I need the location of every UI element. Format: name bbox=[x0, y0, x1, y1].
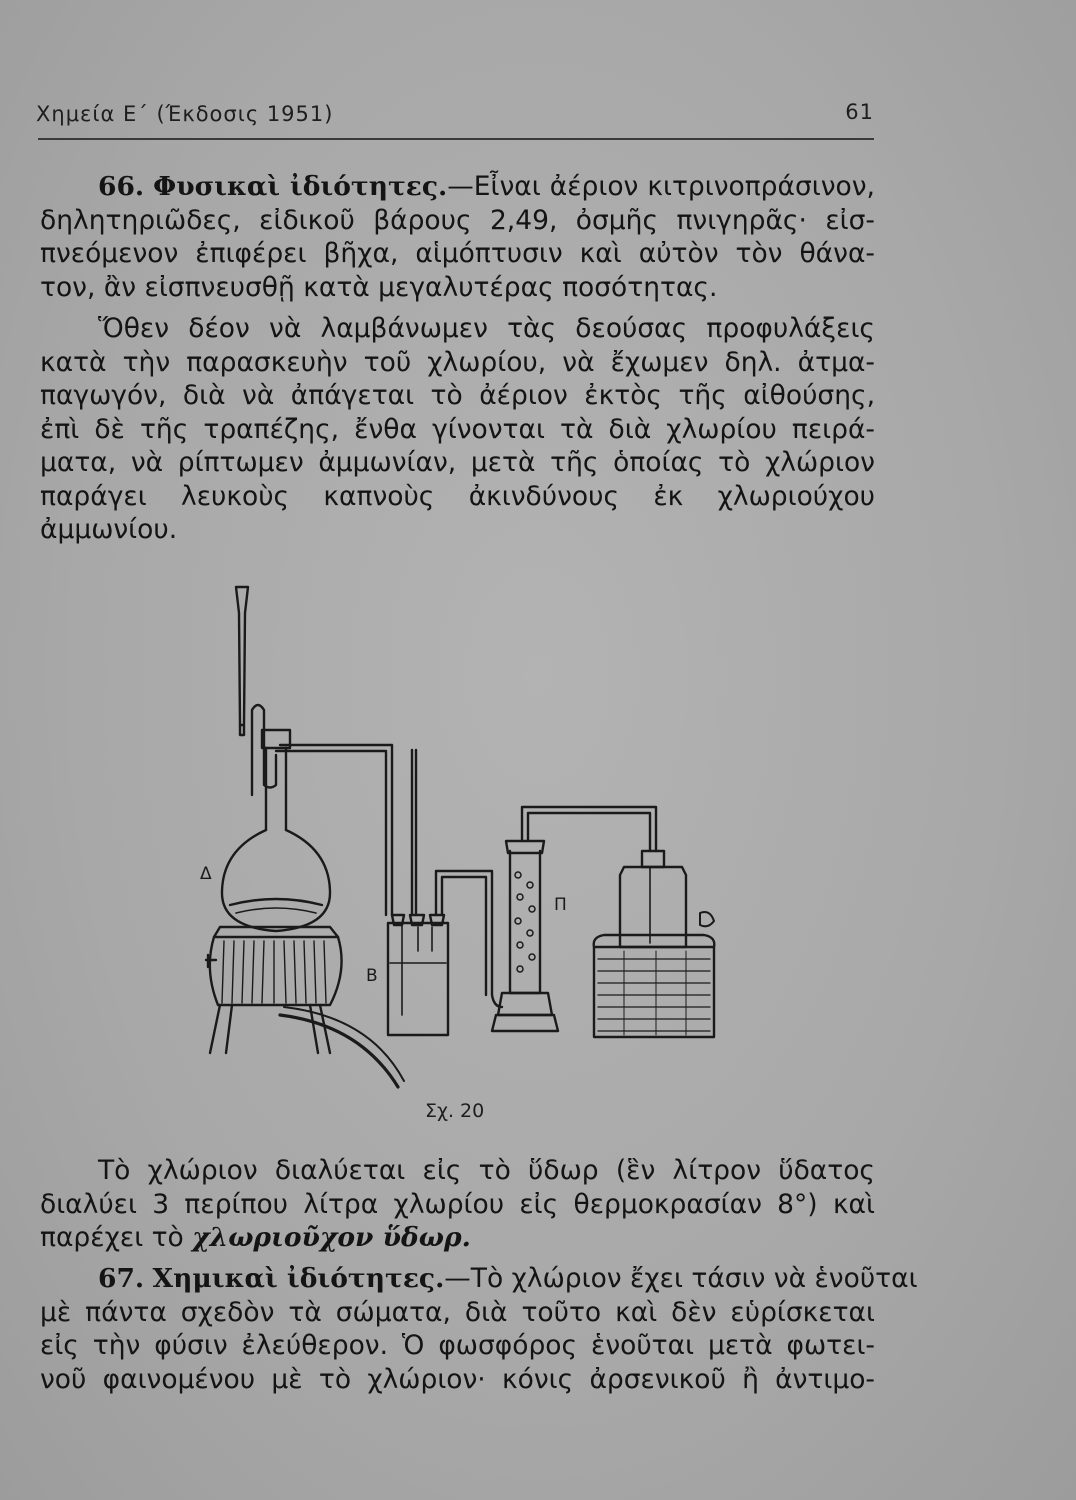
block-grain bbox=[598, 951, 710, 1035]
delivery-tube-1-inner bbox=[280, 745, 392, 915]
heater-leg-left bbox=[210, 1005, 232, 1053]
paragraph-solubility bbox=[40, 1154, 875, 1255]
gas-hose bbox=[280, 1015, 398, 1087]
section-66 bbox=[40, 170, 875, 304]
tower-packing bbox=[515, 872, 535, 972]
text-line: κατὰ τὴν παρασκευὴν τοῦ χλωρίου, νὰ ἔχωμεν δηλ. ἀτμα- bbox=[40, 346, 875, 378]
label-wash-bottle: Β bbox=[366, 966, 378, 986]
running-header bbox=[36, 98, 876, 134]
header-title: Χημεία Ε΄ (Έκδοσις 1951) bbox=[36, 102, 334, 126]
text-line: ἀμμωνίου. bbox=[40, 514, 178, 545]
flask-liquid bbox=[230, 899, 322, 905]
apparatus-figure bbox=[180, 575, 740, 1115]
text-line: διαλύει 3 περίπου λίτρα χλωρίου εἰς θερμοκρασίαν 8°) καὶ bbox=[40, 1188, 875, 1220]
text-line: παράγει λευκοὺς καπνοὺς ἀκινδύνους ἐκ χλωριούχου bbox=[40, 480, 875, 512]
section-heading: Φυσικαὶ ἰδιότητες. bbox=[153, 171, 448, 202]
text-line: τον, ἂν εἰσπνευσθῇ κατὰ μεγαλυτέρας ποσότητας. bbox=[40, 271, 718, 303]
figure-caption: Σχ. 20 bbox=[425, 1100, 485, 1122]
spare-stopper bbox=[700, 912, 714, 926]
emphasis-term: χλωριοῦχον ὕδωρ. bbox=[192, 1222, 471, 1253]
page-number: 61 bbox=[845, 100, 874, 124]
text-line: ματα, νὰ ρίπτωμεν ἀμμωνίαν, μετὰ τῆς ὁποίας τὸ χλώριον bbox=[40, 447, 875, 478]
section-number: 66. bbox=[98, 171, 145, 202]
text-line: δηλητηριῶδες, εἰδικοῦ βάρους 2,49, ὀσμῆς πνιγηρᾶς· εἰσ- bbox=[40, 204, 875, 236]
text-line: νοῦ φαινομένου μὲ τὸ χλώριον· κόνις ἀρσενικοῦ ἢ ἀντιμο- bbox=[40, 1363, 875, 1395]
section-heading: Χημικαὶ ἰδιότητες. bbox=[152, 1263, 445, 1294]
text-line bbox=[40, 170, 875, 204]
wooden-block bbox=[594, 947, 714, 1037]
text-line: εἰς τὴν φύσιν ἐλεύθερον. Ὁ φωσφόρος ἑνοῦται μετὰ φωτει- bbox=[40, 1330, 875, 1361]
delivery-tube-2 bbox=[436, 871, 502, 1007]
long-tube bbox=[412, 750, 416, 915]
text-line: Τὸ χλώριον διαλύεται εἰς τὸ ὕδωρ (ἓν λίτρον ὕδατος bbox=[98, 1155, 875, 1186]
paragraph-precautions bbox=[40, 312, 875, 547]
apparatus-drawing bbox=[180, 575, 740, 1115]
text-span: —Εἶναι ἀέριον κιτρινοπράσινον, bbox=[447, 171, 875, 202]
block-top bbox=[594, 935, 715, 947]
funnel-neck bbox=[240, 725, 244, 735]
heater-hatching bbox=[222, 941, 326, 1003]
label-tower: Π bbox=[554, 895, 567, 915]
label-flask: Δ bbox=[200, 864, 212, 884]
heater-body bbox=[210, 937, 342, 1005]
flask-body bbox=[222, 830, 330, 931]
header-rule bbox=[38, 138, 874, 140]
section-number: 67. bbox=[98, 1263, 145, 1294]
tower-base bbox=[498, 993, 552, 1015]
funnel-tube bbox=[236, 587, 248, 725]
text-line: Ὅθεν δέον νὰ λαμβάνωμεν τὰς δεούσας προφυλάξεις bbox=[98, 313, 875, 344]
section-67 bbox=[40, 1262, 918, 1396]
delivery-tube-3-inner bbox=[528, 813, 650, 851]
text-span: παρέχει τὸ bbox=[40, 1222, 193, 1253]
text-line: παγωγόν, διὰ νὰ ἀπάγεται τὸ ἀέριον ἐκτὸς τῆς αἰθούσης, bbox=[40, 380, 875, 411]
text-line: μὲ πάντα σχεδὸν τὰ σώματα, διὰ τοῦτο καὶ δὲν εὑρίσκεται bbox=[40, 1296, 875, 1328]
tower-foot bbox=[492, 1015, 558, 1031]
tower-cap bbox=[506, 841, 544, 853]
text-span: —Τὸ χλώριον ἔχει τάσιν νὰ ἑνοῦται bbox=[444, 1263, 918, 1294]
text-line: ἐπὶ δὲ τῆς τραπέζης, ἔνθα γίνονται τὰ διὰ χλωρίου πειρά- bbox=[40, 413, 875, 445]
text-line bbox=[40, 1262, 918, 1296]
u-tube bbox=[252, 705, 276, 795]
text-line: πνεόμενον ἐπιφέρει βῆχα, αἱμόπτυσιν καὶ αὐτὸν τὸν θάνα- bbox=[40, 238, 875, 269]
jar-neck bbox=[642, 851, 664, 867]
flask-liquid-2 bbox=[236, 908, 316, 913]
text-line bbox=[40, 1221, 875, 1255]
